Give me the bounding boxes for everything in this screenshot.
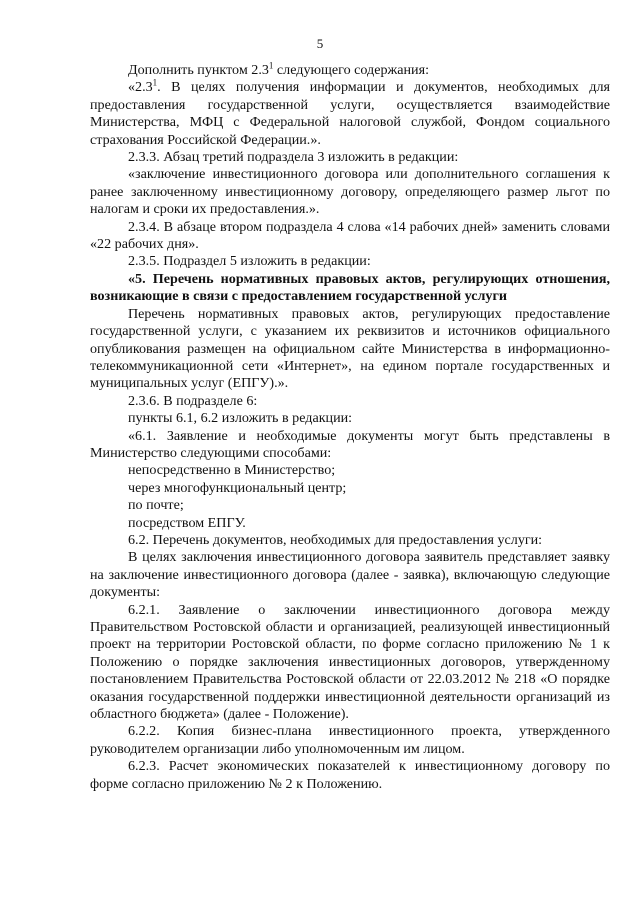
paragraph-text: следующего содержания:: [273, 62, 429, 78]
paragraph-text: 2.3.3. Абзац третий подраздела 3 изложить в редакции:: [128, 149, 459, 166]
paragraph-text: 2.3.5. Подраздел 5 изложить в редакции:: [128, 253, 371, 270]
paragraph-p08: [90, 306, 610, 393]
paragraph-text: В целях заключения инвестиционного договора заявитель представляет заявку на заключение инвестиционного договора (далее - заявка), включающую следующие документы:: [90, 549, 610, 601]
superscript: 1: [268, 60, 274, 71]
paragraph-text: через многофункциональный центр;: [128, 479, 347, 496]
paragraph-text: «2.3: [128, 79, 153, 96]
paragraph-p03: [90, 149, 610, 166]
paragraph-text: Перечень нормативных правовых актов, регулирующих предоставление государственной услуги, с указанием их реквизитов и источников официального опубликования размещен на официальном сайте Министерства в информационно-телекоммуникационной сети «Интернет», на едином портале государственных и муниципальных услуг (ЕПГУ).».: [90, 305, 610, 392]
paragraph-text: 2.3.6. В подразделе 6:: [128, 392, 258, 409]
paragraph-text: по почте;: [128, 497, 184, 514]
paragraph-p01: [90, 62, 610, 79]
paragraph-p07: [90, 271, 610, 306]
paragraph-p20: [90, 758, 610, 793]
paragraph-text: «5. Перечень нормативных правовых актов, регулирующих отношения, возникающие в связи с предоставлением государственной услуги: [90, 270, 610, 305]
paragraph-p18: [90, 602, 610, 724]
paragraph-text: посредством ЕПГУ.: [128, 514, 246, 531]
paragraph-p17: [90, 549, 610, 601]
paragraph-p05: [90, 219, 610, 254]
paragraph-text: . В целях получения информации и документов, необходимых для предоставления государственной услуги, осуществляется взаимодействие Министерства, МФЦ с Федеральной налоговой службой, Фондом социального страхования Российской Федерации.».: [90, 79, 610, 148]
paragraph-text: непосредственно в Министерство;: [128, 462, 336, 479]
paragraph-p16: [90, 532, 610, 549]
paragraph-p11: [90, 428, 610, 463]
paragraph-p14: [90, 497, 610, 514]
paragraph-text: 6.2.1. Заявление о заключении инвестиционного договора между Правительством Ростовской области и организацией, реализующей инвестиционный проект на территории Ростовской области, по форме согласно приложению № 1 к Положению о порядке заключения инвестиционных договоров, утвержденному постановлением Правительства Ростовской области от 22.03.2012 № 218 «О порядке оказания государственной поддержки инвестиционной деятельности организаций из областного бюджета» (далее - Положение).: [90, 601, 610, 723]
paragraph-p10: [90, 410, 610, 427]
paragraph-text: «6.1. Заявление и необходимые документы могут быть представлены в Министерство следующими способами:: [90, 427, 610, 461]
paragraph-text: 2.3.4. В абзаце втором подраздела 4 слова «14 рабочих дней» заменить словами «22 рабочих дня».: [90, 218, 610, 253]
paragraph-p15: [90, 515, 610, 532]
paragraph-text: 6.2.3. Расчет экономических показателей к инвестиционному договору по форме согласно приложению № 2 к Положению.: [90, 758, 610, 792]
paragraph-p19: [90, 723, 610, 758]
paragraph-p13: [90, 480, 610, 497]
paragraph-text: Дополнить пунктом 2.3: [128, 62, 269, 78]
paragraph-p06: [90, 253, 610, 270]
paragraph-p12: [90, 462, 610, 479]
paragraph-text: «заключение инвестиционного договора или дополнительного соглашения к ранее заключенному инвестиционному договору, определяющего размер льгот по налогам и сроки их предоставления.».: [90, 166, 610, 218]
paragraph-text: 6.2. Перечень документов, необходимых для предоставления услуги:: [128, 531, 543, 548]
paragraph-p02: [90, 79, 610, 149]
document-body: [90, 62, 610, 793]
paragraph-p09: [90, 393, 610, 410]
paragraph-text: пункты 6.1, 6.2 изложить в редакции:: [128, 410, 353, 427]
paragraph-text: 6.2.2. Копия бизнес-плана инвестиционного проекта, утвержденного руководителем организации либо уполномоченным им лицом.: [90, 723, 610, 757]
paragraph-p04: [90, 166, 610, 218]
page-number: 5: [316, 36, 324, 51]
superscript: 1: [152, 77, 158, 88]
